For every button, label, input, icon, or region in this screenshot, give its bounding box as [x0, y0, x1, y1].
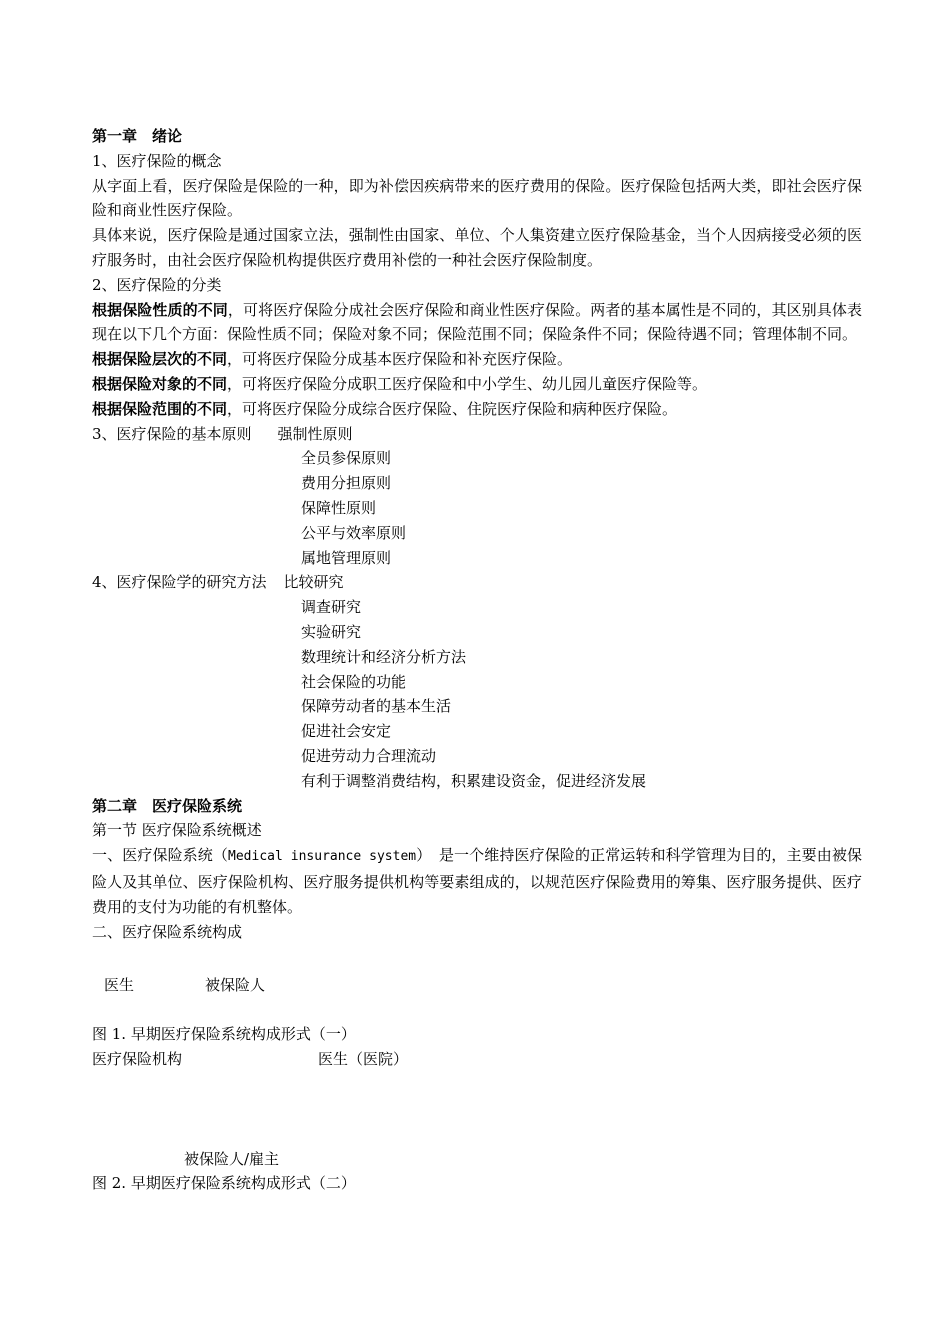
methods-row-first [92, 570, 862, 595]
figure2-label-insured-employer: 被保险人/雇主 [184, 1150, 280, 1168]
classification-object-lead: 根据保险对象的不同 [92, 374, 228, 393]
classification-nature-text: ，可将医疗保险分成社会医疗保险和商业性医疗保险。两者的基本属性是不同的，其区别具体表现在以下几个方面：保险性质不同；保险对象不同；保险范围不同；保险条件不同；保险待遇不同；管理体制不同。 [92, 300, 862, 344]
classification-nature-lead: 根据保险性质的不同 [92, 300, 228, 319]
system-definition-paragraph [92, 843, 862, 919]
method-item: 促进劳动力合理流动 [301, 746, 437, 765]
system-definition-text: ） 是一个维持医疗保险的正常运转和科学管理为目的，主要由被保险人及其单位、医疗保险机构、医疗服务提供机构等要素组成的，以规范医疗保险费用的筹集、医疗服务提供、医疗费用的支付为功能的有机整体。 [92, 846, 862, 916]
system-definition-english: Medical insurance system [228, 849, 417, 865]
method-item: 社会保险的功能 [301, 672, 407, 691]
classification-object [92, 372, 862, 397]
classification-scope-text: ，可将医疗保险分成综合医疗保险、住院医疗保险和病种医疗保险。 [227, 399, 678, 418]
principle-item: 公平与效率原则 [301, 523, 407, 542]
document-body [92, 124, 862, 944]
principle-item: 属地管理原则 [301, 548, 392, 567]
principles-row-first [92, 422, 862, 447]
principle-item: 保障性原则 [301, 498, 377, 517]
method-item: 促进社会安定 [301, 722, 392, 741]
system-definition-lead: 一、医疗保险系统（ [92, 846, 229, 865]
classification-scope [92, 397, 862, 422]
section4-title: 4、医疗保险学的研究方法 [92, 573, 267, 592]
method-item: 有利于调整消费结构，积累建设资金，促进经济发展 [301, 771, 647, 790]
section1-paragraph1: 从字面上看，医疗保险是保险的一种，即为补偿因疾病带来的医疗费用的保险。医疗保险包括两大类，即社会医疗保险和商业性医疗保险。 [92, 176, 862, 220]
section3-title: 3、医疗保险的基本原则 [92, 424, 252, 443]
section1-title: 1、医疗保险的概念 [92, 151, 222, 170]
classification-scope-lead: 根据保险范围的不同 [92, 399, 228, 418]
figure2-label-hospital: 医生（医院） [318, 1050, 409, 1068]
section2-title: 2、医疗保险的分类 [92, 275, 222, 294]
classification-level-lead: 根据保险层次的不同 [92, 350, 228, 369]
chapter1-title: 第一章 绪论 [92, 127, 183, 145]
principle-item: 强制性原则 [277, 424, 353, 443]
figure1-caption: 图 1. 早期医疗保险系统构成形式（一） [92, 1025, 356, 1043]
classification-level [92, 347, 862, 372]
system-composition-title: 二、医疗保险系统构成 [92, 922, 243, 941]
method-item: 比较研究 [283, 573, 344, 592]
classification-level-text: ，可将医疗保险分成基本医疗保险和补充医疗保险。 [227, 350, 573, 369]
method-item: 保障劳动者的基本生活 [301, 697, 452, 716]
method-item: 数理统计和经济分析方法 [301, 647, 467, 666]
figure2-caption: 图 2. 早期医疗保险系统构成形式（二） [92, 1174, 356, 1192]
chapter2-title: 第二章 医疗保险系统 [92, 796, 243, 815]
principle-item: 全员参保原则 [301, 449, 392, 468]
section1-paragraph2: 具体来说，医疗保险是通过国家立法，强制性由国家、单位、个人集资建立医疗保险基金，当个人因病接受必须的医疗服务时，由社会医疗保险机构提供医疗费用补偿的一种社会医疗保险制度。 [92, 226, 862, 269]
chapter2-section1-title: 第一节 医疗保险系统概述 [92, 821, 262, 840]
classification-nature [92, 298, 862, 348]
classification-object-text: ，可将医疗保险分成职工医疗保险和中小学生、幼儿园儿童医疗保险等。 [227, 374, 708, 393]
figure1-label-insured: 被保险人 [205, 976, 266, 994]
method-item: 调查研究 [301, 598, 362, 617]
method-item: 实验研究 [301, 622, 362, 641]
principle-item: 费用分担原则 [301, 474, 392, 493]
figure2-label-insurer: 医疗保险机构 [92, 1050, 183, 1068]
figure1-label-doctor: 医生 [104, 976, 135, 994]
